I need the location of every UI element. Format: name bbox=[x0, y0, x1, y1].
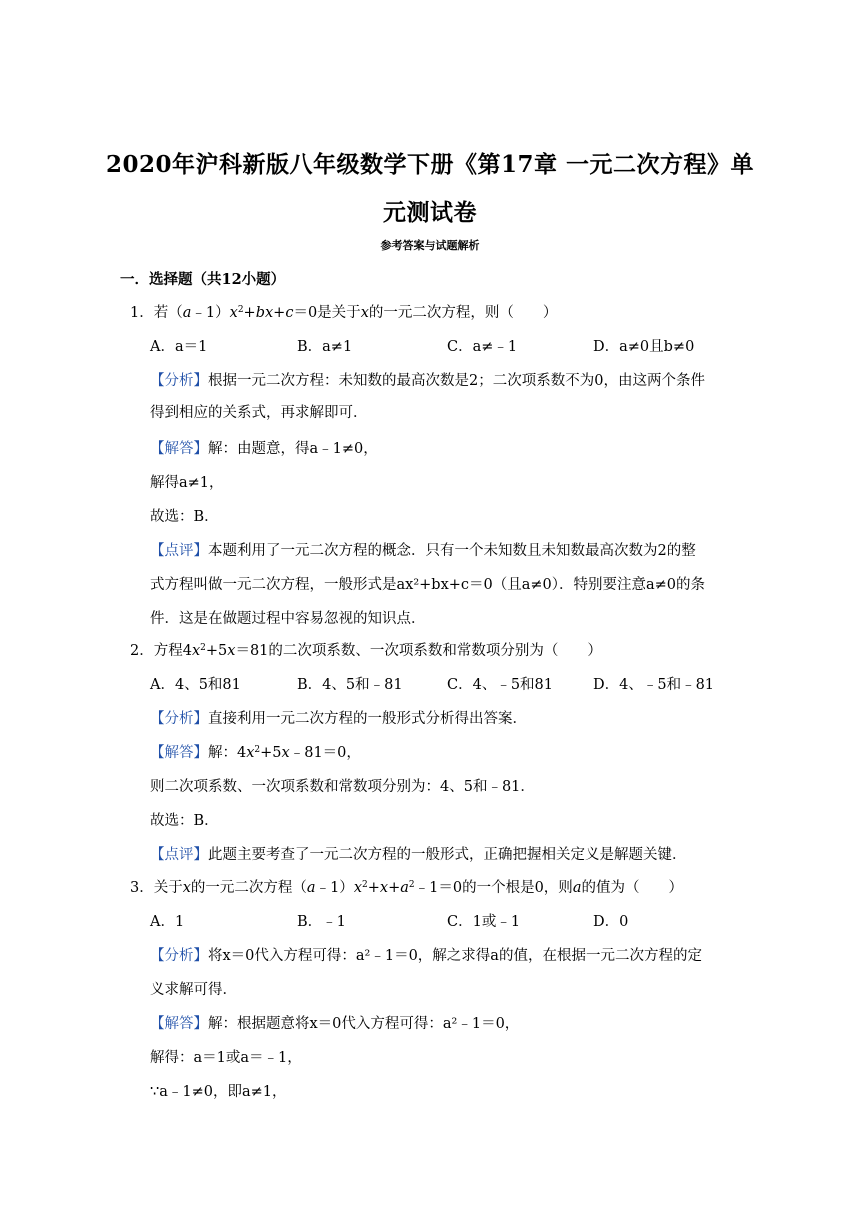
q2-option-c: C．4、﹣5和81 bbox=[447, 677, 553, 693]
q1-option-b: B．a≠1 bbox=[297, 339, 353, 355]
answer-tag: 【解答】 bbox=[150, 745, 208, 761]
answer-tag: 【解答】 bbox=[150, 441, 208, 457]
document-subtitle: 参考答案与试题解析 bbox=[380, 239, 480, 252]
comment-tag: 【点评】 bbox=[150, 543, 208, 559]
q1-comment-cont: 件．这是在做题过程中容易忽视的知识点． bbox=[150, 611, 426, 627]
q3-step: ∵a﹣1≠0，即a≠1， bbox=[150, 1084, 287, 1100]
q1-choice: 故选：B． bbox=[150, 509, 219, 525]
q1-analysis: 【分析】根据一元二次方程：未知数的最高次数是2；二次项系数不为0，由这两个条件 bbox=[150, 373, 705, 389]
document-title-line2: 元测试卷 bbox=[383, 199, 477, 226]
question-3-stem: 3．关于x的一元二次方程$(a﹣1)x^2+x+a^2﹣1=0$的一个根是0，则a的值为（ ） bbox=[130, 880, 683, 896]
q1-option-a: A．a＝1 bbox=[150, 339, 208, 355]
question-2-stem: 2．方程$4x^2+5x=81$的二次项系数、一次项系数和常数项分别为（ ） bbox=[130, 643, 602, 659]
analysis-tag: 【分析】 bbox=[150, 373, 208, 389]
q3-analysis-cont: 义求解可得． bbox=[150, 982, 237, 998]
q2-choice: 故选：B． bbox=[150, 813, 219, 829]
section-heading: 一．选择题（共12小题） bbox=[120, 271, 286, 288]
q2-step: 则二次项系数、一次项系数和常数项分别为：4、5和﹣81． bbox=[150, 779, 535, 795]
document-title-line1: 2020年沪科新版八年级数学下册《第17章 一元二次方程》单 bbox=[105, 151, 755, 178]
q1-analysis-cont: 得到相应的关系式，再求解即可． bbox=[150, 405, 368, 421]
q3-step: 解得：a＝1或a＝﹣1， bbox=[150, 1050, 302, 1066]
answer-tag: 【解答】 bbox=[150, 1016, 208, 1032]
q1-step: 解得a≠1， bbox=[150, 475, 224, 491]
q1-comment: 【点评】本题利用了一元二次方程的概念．只有一个未知数且未知数最高次数为2的整 bbox=[150, 543, 696, 559]
q2-option-d: D．4、﹣5和﹣81 bbox=[593, 677, 715, 693]
comment-tag: 【点评】 bbox=[150, 847, 208, 863]
q3-answer: 【解答】解：根据题意将x＝0代入方程可得：a²﹣1＝0， bbox=[150, 1016, 520, 1032]
q1-comment-cont: 式方程叫做一元二次方程，一般形式是ax²+bx+c＝0（且a≠0）．特别要注意a≠0的条 bbox=[150, 577, 706, 593]
q3-option-d: D．0 bbox=[593, 914, 629, 930]
q3-option-a: A．1 bbox=[150, 914, 185, 930]
q3-analysis: 【分析】将x＝0代入方程可得：a²﹣1＝0，解之求得a的值，在根据一元二次方程的定 bbox=[150, 948, 702, 964]
question-1-stem: 1．若$(a﹣1)x^2+bx+c=0$是关于x的一元二次方程，则（ ） bbox=[130, 305, 558, 321]
q1-option-c: C．a≠﹣1 bbox=[447, 339, 518, 355]
q3-option-b: B．﹣1 bbox=[297, 914, 346, 930]
q1-option-d: D．a≠0且b≠0 bbox=[593, 339, 695, 355]
q2-answer: 【解答】解：$4x^2+5x﹣81=0$， bbox=[150, 745, 361, 761]
q1-answer: 【解答】解：由题意，得a﹣1≠0， bbox=[150, 441, 378, 457]
analysis-tag: 【分析】 bbox=[150, 711, 208, 727]
q3-option-c: C．1或﹣1 bbox=[447, 914, 521, 930]
q2-comment: 【点评】此题主要考查了一元二次方程的一般形式，正确把握相关定义是解题关键． bbox=[150, 847, 687, 863]
q2-option-a: A．4、5和81 bbox=[150, 677, 241, 693]
q2-analysis: 【分析】直接利用一元二次方程的一般形式分析得出答案． bbox=[150, 711, 527, 727]
q2-option-b: B．4、5和﹣81 bbox=[297, 677, 403, 693]
analysis-tag: 【分析】 bbox=[150, 948, 208, 964]
